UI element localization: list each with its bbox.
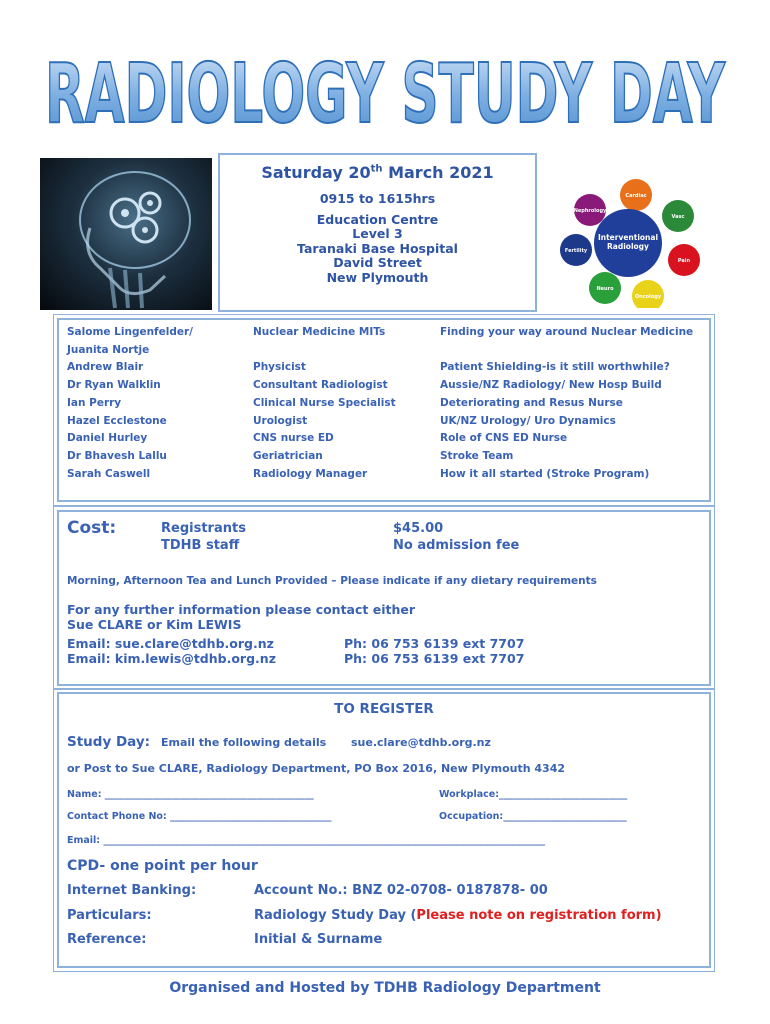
speaker-role: Radiology Manager: [253, 467, 368, 480]
speaker-role: Nuclear Medicine MITs: [253, 326, 386, 338]
speaker-name: Ian Perry: [67, 396, 122, 409]
title-text: RADIOLOGY STUDY DAY: [45, 47, 727, 142]
email-instruction: Email the following details: [161, 736, 327, 749]
registrants-fee: $45.00: [393, 521, 444, 536]
speaker-name: Dr Bhavesh Lallu: [67, 449, 167, 462]
wheel-segment-label: Neuro: [596, 286, 614, 292]
post-address: or Post to Sue CLARE, Radiology Department, PO Box 2016, New Plymouth 4342: [67, 762, 566, 775]
cpd-note: CPD- one point per hour: [67, 858, 258, 874]
speaker-role: CNS nurse ED: [253, 432, 334, 445]
registrants-label: Registrants: [161, 521, 246, 536]
speaker-role: Physicist: [253, 361, 306, 374]
footer-organiser: Organised and Hosted by TDHB Radiology Department: [169, 980, 601, 996]
particulars-value: Radiology Study Day (Please note on registration form): [254, 908, 662, 923]
venue-line: Level 3: [352, 226, 403, 241]
speaker-name: Salome Lingenfelder/: [67, 326, 193, 338]
speaker-name: Hazel Ecclestone: [67, 414, 167, 427]
venue-line: New Plymouth: [326, 269, 429, 285]
contact-phone-field[interactable]: Contact Phone No: __________________________________: [67, 811, 332, 822]
event-date: Saturday 20th March 2021: [261, 163, 494, 182]
speaker-topic: Stroke Team: [440, 449, 514, 462]
wheel-center-label: Interventional Radiology: [597, 233, 659, 251]
speaker-topic: Deteriorating and Resus Nurse: [440, 396, 623, 409]
event-time: 0915 to 1615hrs: [319, 191, 436, 206]
wheel-segment-label: Pain: [677, 258, 691, 264]
speaker-name: Daniel Hurley: [67, 432, 148, 445]
cost-label: Cost:: [67, 518, 117, 538]
staff-label: TDHB staff: [161, 538, 240, 553]
register-heading: TO REGISTER: [334, 701, 434, 717]
venue-line: David Street: [333, 255, 422, 270]
banking-value: Account No.: BNZ 02-0708- 0187878- 00: [254, 883, 548, 898]
speaker-topic: Finding your way around Nuclear Medicine: [440, 326, 694, 338]
speaker-topic: Patient Shielding-is it still worthwhile?: [440, 361, 670, 374]
speaker-name: Andrew Blair: [67, 361, 144, 374]
event-details-box: [218, 153, 537, 312]
title-graphic: [40, 40, 730, 150]
occupation-field[interactable]: Occupation:__________________________: [439, 811, 627, 822]
banking-label: Internet Banking:: [67, 883, 197, 898]
speaker-topic: UK/NZ Urology/ Uro Dynamics: [440, 414, 616, 427]
contact-email-link[interactable]: Email: sue.clare@tdhb.org.nz: [67, 636, 274, 651]
name-field[interactable]: Name: ____________________________________________: [67, 789, 314, 800]
wheel-graphic: [548, 178, 708, 308]
email-field[interactable]: Email: _____________________________________________________________________________________________: [67, 835, 546, 846]
workplace-field[interactable]: Workplace:___________________________: [439, 789, 628, 800]
reference-value: Initial & Surname: [254, 932, 383, 947]
interventional-radiology-wheel: [548, 178, 708, 308]
speaker-topic: How it all started (Stroke Program): [440, 467, 650, 480]
skull-icon: [40, 158, 212, 310]
wheel-segment-label: Vasc: [671, 214, 685, 220]
speaker-topic: Aussie/NZ Radiology/ New Hosp Build: [440, 379, 662, 392]
registration-box: [57, 692, 711, 968]
xray-brain-image: [40, 158, 212, 310]
page-title: [40, 40, 730, 150]
register-email-link[interactable]: sue.clare@tdhb.org.nz: [351, 736, 491, 749]
wheel-segment-label: Oncology: [634, 294, 662, 300]
venue-line: Education Centre: [316, 211, 439, 227]
speakers-table: [57, 318, 711, 502]
contact-phone: Ph: 06 753 6139 ext 7707: [344, 636, 525, 651]
reference-label: Reference:: [67, 932, 147, 947]
speaker-role: Clinical Nurse Specialist: [253, 396, 396, 409]
contact-email-link[interactable]: Email: kim.lewis@tdhb.org.nz: [67, 651, 276, 666]
contact-names: Sue CLARE or Kim LEWIS: [67, 617, 242, 632]
cost-contact-box: [57, 510, 711, 686]
speaker-role: Consultant Radiologist: [253, 379, 388, 392]
staff-fee: No admission fee: [393, 538, 520, 553]
speaker-name: Dr Ryan Walklin: [67, 379, 161, 392]
particulars-note: Please note on registration form): [416, 908, 662, 923]
contact-intro: For any further information please contact either: [67, 602, 416, 617]
speaker-role: Urologist: [253, 414, 308, 427]
catering-note: Morning, Afternoon Tea and Lunch Provided – Please indicate if any dietary requirements: [67, 575, 597, 587]
speaker-name: Juanita Nortje: [67, 343, 150, 356]
speaker-topic: Role of CNS ED Nurse: [440, 432, 568, 445]
speaker-name: Sarah Caswell: [67, 467, 151, 480]
particulars-label: Particulars:: [67, 908, 152, 923]
contact-phone: Ph: 06 753 6139 ext 7707: [344, 651, 525, 666]
venue-line: Taranaki Base Hospital: [297, 240, 458, 256]
wheel-segment-label: Fertility: [564, 248, 588, 254]
wheel-segment-label: Nephrology: [573, 208, 607, 214]
speaker-role: Geriatrician: [253, 449, 323, 462]
study-day-label: Study Day:: [67, 734, 151, 750]
wheel-segment-label: Cardiac: [625, 193, 647, 199]
